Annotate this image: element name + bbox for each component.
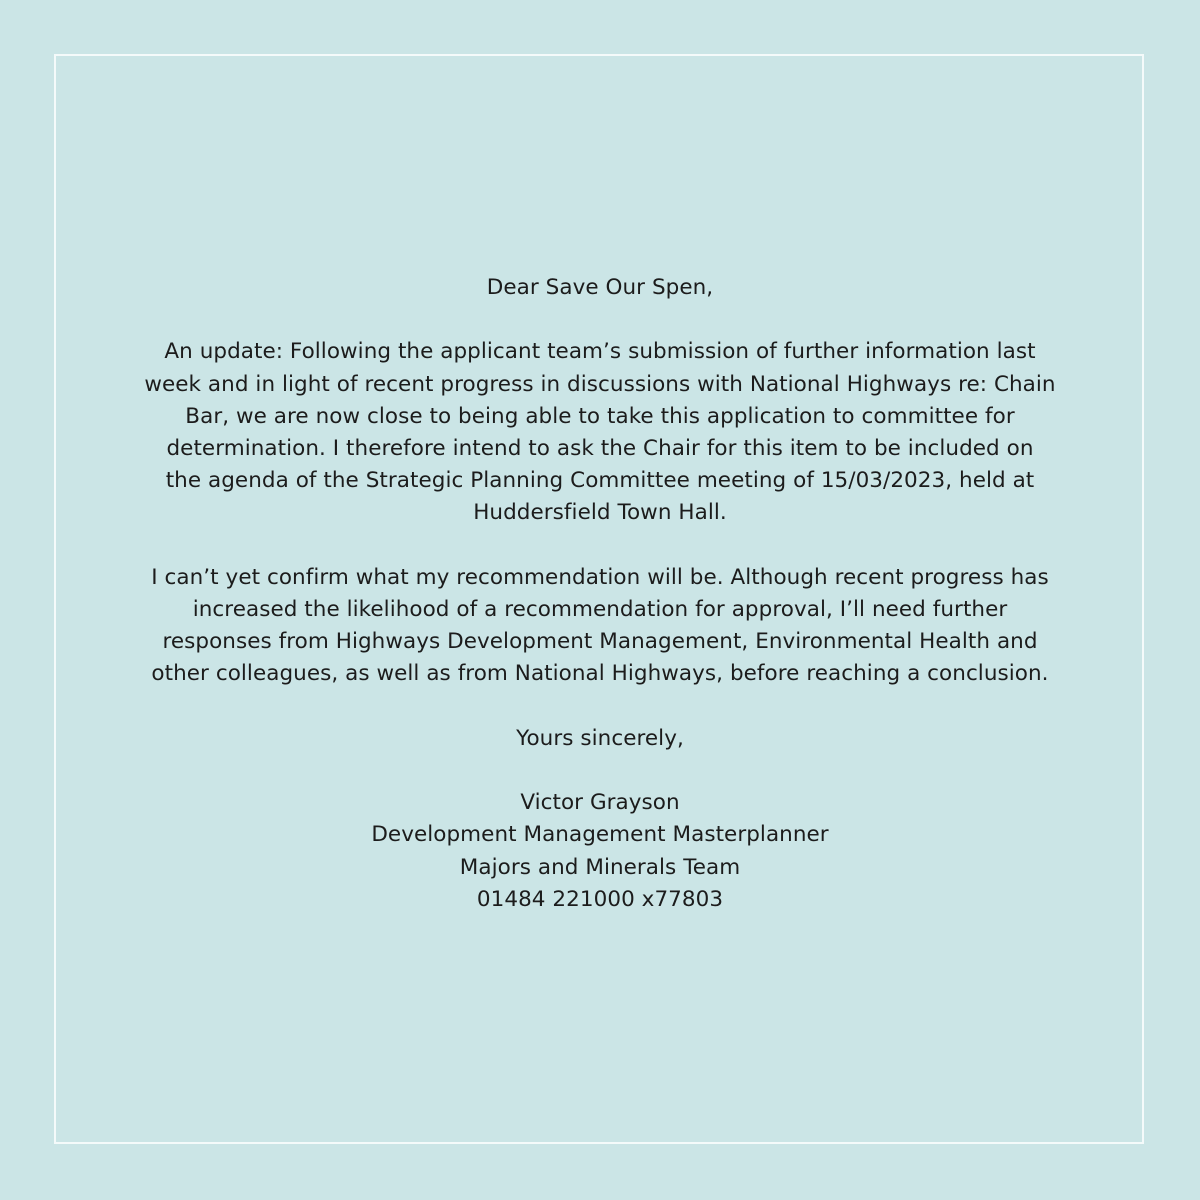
salutation: Dear Save Our Spen,: [486, 275, 714, 300]
signature-name: Victor Grayson: [520, 790, 680, 816]
paragraph-line: the agenda of the Strategic Planning Committee meeting of 15/03/2023, held at: [165, 468, 1035, 494]
paragraph-line: An update: Following the applicant team’s submission of further information last: [164, 339, 1036, 365]
paragraph-line: I can’t yet confirm what my recommendation will be. Although recent progress has: [151, 564, 1049, 590]
paragraph-line: Huddersfield Town Hall.: [473, 500, 727, 526]
letter-body: [60, 272, 1140, 916]
paragraph-line: responses from Highways Development Management, Environmental Health and: [162, 629, 1038, 655]
paragraph-line: other colleagues, as well as from National Highways, before reaching a conclusion.: [151, 661, 1049, 687]
paragraph-update: [60, 336, 1140, 529]
paragraph-recommendation: [60, 562, 1140, 691]
paragraph-spacer: [60, 691, 1140, 723]
paragraph-spacer: [60, 304, 1140, 336]
paragraph-spacer: [60, 755, 1140, 787]
closing: Yours sincerely,: [516, 725, 684, 751]
paragraph-line: Bar, we are now close to being able to take this application to committee for: [185, 403, 1015, 429]
paragraph-line: week and in light of recent progress in discussions with National Highways re: Chain: [144, 371, 1056, 397]
paragraph-line: increased the likelihood of a recommendation for approval, I’ll need further: [192, 597, 1008, 622]
signature-team: Majors and Minerals Team: [459, 854, 741, 880]
signature-title: Development Management Masterplanner: [371, 822, 829, 848]
paragraph-spacer: [60, 530, 1140, 562]
signature-phone: 01484 221000 x77803: [476, 886, 724, 912]
paragraph-line: determination. I therefore intend to ask the Chair for this item to be included on: [166, 436, 1034, 461]
signature-block: [60, 787, 1140, 916]
